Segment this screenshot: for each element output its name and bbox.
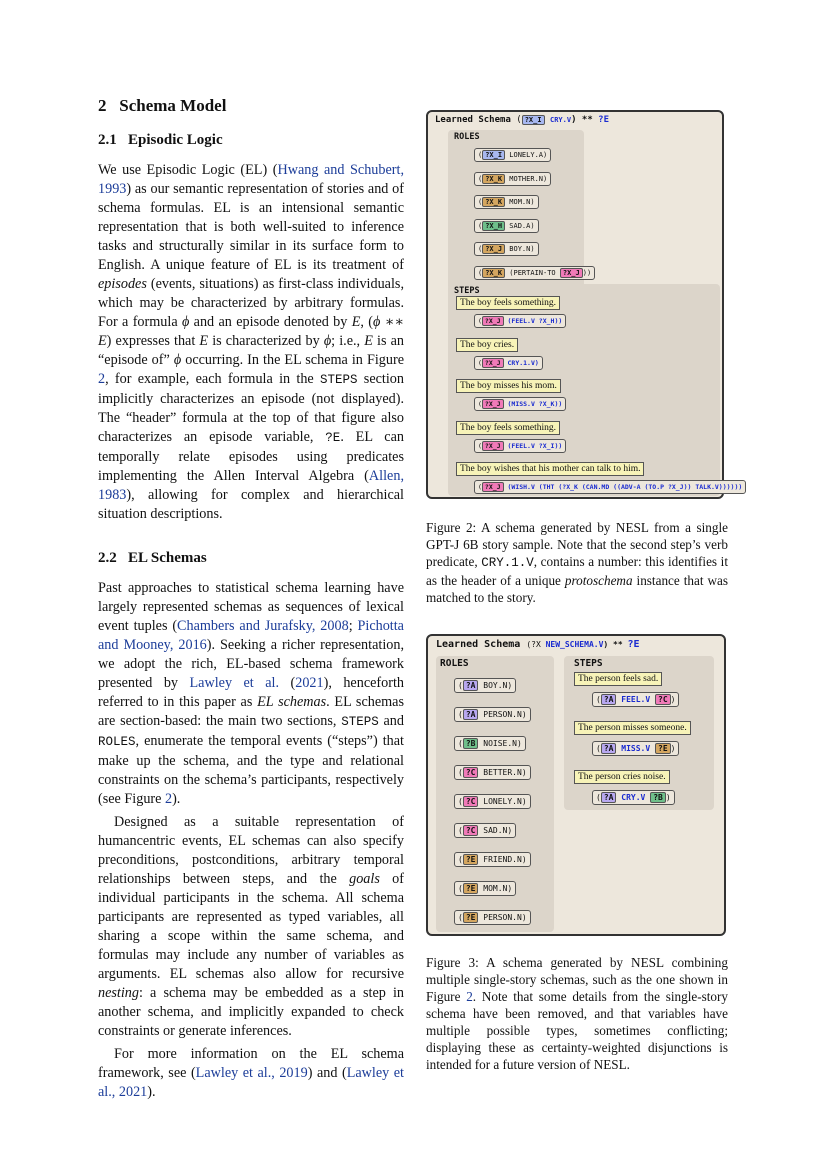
role-variable: ?X_K <box>482 268 505 278</box>
fig2-roles-label: ROLES <box>454 132 480 142</box>
fig3-header: Learned Schema (?X NEW_SCHEMA.V) ** ?E <box>436 639 640 650</box>
step-argument: ?B <box>650 792 666 803</box>
fig2-step-text: The boy feels something. <box>456 421 560 435</box>
fig3-role: ( ?C BETTER.N) <box>454 765 531 780</box>
fig2-role: ( ?X_J BOY.N) <box>474 242 539 256</box>
step-predicate: (FEEL.V ?X_I)) <box>503 441 563 450</box>
step-predicate: FEEL.V <box>616 695 655 704</box>
step-predicate: MISS.V <box>616 744 655 753</box>
step-variable: ?X_J <box>482 316 504 326</box>
figure-3-caption: Figure 3: A schema generated by NESL combining multiple single-story schemas, such as the one shown in Figure 2. Note that some details from the single-story schema have been removed, and that variables have multiple possible types, sometimes conflicting; displaying these as certainty-weighted disjunctions is intended for a future version of NESL. <box>426 955 728 1072</box>
step-predicate: CRY.1.V) <box>503 358 539 367</box>
paragraph-el-intro: We use Episodic Logic (EL) (Hwang and Schubert, 1993) as our semantic representation of stories and of schema formulas. EL is an intensional semantic representation that is both well-suited to inference tasks and structurally similar in its surface form to English. A unique feature of EL is its treatment of episodes (events, situations) as first-class individuals, which may be characterized by arbitrary formulas. For a formula ϕ and an episode denoted by E, (ϕ ∗∗ E) expresses that E is characterized by ϕ; i.e., E is an “episode of” ϕ occurring. In the EL schema in Figure 2, for example, each formula in the STEPS section implicitly characterizes an episode (not displayed). The “header” formula at the top of that figure also characterizes an episode variable, ?E. EL can temporally relate episodes using predicates implementing the Allen Interval Algebra (Allen, 1983), allowing for complex and hierarchical situation descriptions. <box>98 162 404 522</box>
role-predicate: BOY.N) <box>505 245 535 253</box>
fig2-step-formula: ( ?X_J (MISS.V ?X_K)) <box>474 397 566 411</box>
role-predicate: (PERTAIN-TO <box>505 268 556 277</box>
fig3-steps-label: STEPS <box>574 658 603 669</box>
role-predicate: PERSON.N) <box>478 913 527 922</box>
fig2-step-formula: ( ?X_J CRY.1.V) <box>474 356 543 370</box>
fig3-step-formula: ( ?A FEEL.V ?C ) <box>592 692 679 707</box>
fig3-role: ( ?E PERSON.N) <box>454 910 531 925</box>
step-argument: ?E <box>655 743 671 754</box>
paragraph-designed: Designed as a suitable representation of humancentric events, EL schemas can also specify preconditions, postconditions, arbitrary temporal relationships between steps, and the goals of individual participants in the schema. All schema participants are represented as typed variables, all sharing a scope within the same schema, and formulas may include any number of variables as arguments. EL schemas also allow for recursive nesting: a schema may be embedded as a step in another schema, and implicitly expanded to check constraints or generate inferences. <box>98 814 404 1039</box>
role-predicate: MOM.N) <box>478 884 513 893</box>
fig3-role: ( ?C SAD.N) <box>454 823 516 838</box>
role-variable: ?X_K <box>482 174 505 184</box>
role-variable: ?X_J <box>482 244 505 254</box>
role-variable: ?X_K <box>482 197 505 207</box>
fig2-role: ( ?X_K (PERTAIN-TO ?X_J )) <box>474 266 595 280</box>
paragraph-el-schemas: Past approaches to statistical schema learning have largely represented schemas as sequences of lexical event tuples (Chambers and Jurafsky, 2008; Pichotta and Mooney, 2016). Seeking a richer representation, we adopt the rich, EL-based schema framework presented by Lawley et al. (2021), henceforth referred to in this paper as EL schemas. EL schemas are section-based: the main two sections, STEPS and ROLES, enumerate the temporal events (“steps”) that make up the schema, and the type and relational constraints on the schema’s participants, respectively (see Figure 2). <box>98 580 404 807</box>
figure-2-caption: Figure 2: A schema generated by NESL from a single GPT-J 6B story sample. Note that the second step’s verb predicate, CRY.1.V, contains a number: this identifies it as the header of a unique protoschema instance that was matched to the story. <box>426 520 729 605</box>
role-predicate: SAD.A) <box>505 221 535 230</box>
fig2-header: Learned Schema ( ?X_I CRY.V) ** ?E <box>435 115 609 125</box>
step-variable: ?X_J <box>482 482 504 492</box>
step-predicate: CRY.V <box>616 793 651 802</box>
role-variable: ?B <box>463 738 479 749</box>
left-column <box>98 96 404 1102</box>
step-argument: ?C <box>655 694 671 705</box>
role-predicate: BOY.N) <box>478 681 513 690</box>
section-heading: 2 Schema Model <box>98 96 227 115</box>
role-variable: ?X_H <box>482 221 505 231</box>
role-variable: ?C <box>463 796 479 807</box>
fig2-role: ( ?X_K MOM.N) <box>474 195 539 209</box>
role-variable: ?E <box>463 912 479 923</box>
role-predicate: MOTHER.N) <box>505 174 548 183</box>
role-predicate: BETTER.N) <box>478 768 527 777</box>
fig3-step-formula: ( ?A CRY.V ?B ) <box>592 790 675 805</box>
role-variable: ?C <box>463 767 479 778</box>
role-predicate: MOM.N) <box>505 198 535 206</box>
step-predicate: (MISS.V ?X_K)) <box>503 400 563 408</box>
role-predicate: SAD.N) <box>478 826 513 835</box>
fig2-step-text: The boy feels something. <box>456 296 560 310</box>
step-predicate: (FEEL.V ?X_H)) <box>503 317 563 325</box>
fig2-step-text: The boy cries. <box>456 338 518 352</box>
step-variable: ?A <box>601 743 617 754</box>
fig2-role: ( ?X_H SAD.A) <box>474 219 539 233</box>
fig2-step-formula: ( ?X_J (WISH.V (THT (?X_K (CAN.MD ((ADV-A (TO.P ?X_J)) TALK.V)))))) <box>474 480 746 494</box>
fig2-role: ( ?X_K MOTHER.N) <box>474 172 551 186</box>
fig3-role: ( ?B NOISE.N) <box>454 736 526 751</box>
fig2-steps-label: STEPS <box>454 286 480 296</box>
role-variable: ?E <box>463 854 479 865</box>
paragraph-more-info: For more information on the EL schema framework, see (Lawley et al., 2019) and (Lawley et al., 2021). <box>98 1046 405 1100</box>
role-predicate: LONELY.A) <box>505 151 548 159</box>
role-predicate: PERSON.N) <box>478 710 527 719</box>
fig3-step-text: The person misses someone. <box>574 721 691 735</box>
fig2-step-formula: ( ?X_J (FEEL.V ?X_I)) <box>474 439 566 453</box>
fig3-step-text: The person feels sad. <box>574 672 662 686</box>
role-predicate: )) <box>582 268 592 277</box>
fig3-step-text: The person cries noise. <box>574 770 670 784</box>
role-variable: ?E <box>463 883 479 894</box>
fig3-role: ( ?A BOY.N) <box>454 678 516 693</box>
figure-3-schema <box>426 634 726 936</box>
subsection-heading-episodic-logic: 2.1 Episodic Logic <box>98 132 223 148</box>
fig2-step-text: The boy misses his mom. <box>456 379 561 393</box>
fig3-role: ( ?A PERSON.N) <box>454 707 531 722</box>
role-variable: ?C <box>463 825 479 836</box>
fig2-step-text: The boy wishes that his mother can talk to him. <box>456 462 644 476</box>
step-variable: ?X_J <box>482 441 504 451</box>
role-variable: ?A <box>463 709 479 720</box>
fig3-role: ( ?E MOM.N) <box>454 881 516 896</box>
fig2-role: ( ?X_I LONELY.A) <box>474 148 551 162</box>
step-variable: ?A <box>601 694 617 705</box>
fig3-role: ( ?E FRIEND.N) <box>454 852 531 867</box>
fig3-step-formula: ( ?A MISS.V ?E ) <box>592 741 679 756</box>
fig3-role: ( ?C LONELY.N) <box>454 794 531 809</box>
step-variable: ?A <box>601 792 617 803</box>
step-variable: ?X_J <box>482 399 504 409</box>
fig3-roles-label: ROLES <box>440 658 469 669</box>
right-column <box>426 110 743 1073</box>
role-variable: ?A <box>463 680 479 691</box>
subsection-heading-el-schemas: 2.2 EL Schemas <box>98 550 207 566</box>
role-variable: ?X_J <box>560 268 583 278</box>
role-predicate: FRIEND.N) <box>478 855 527 864</box>
role-predicate: LONELY.N) <box>478 797 527 806</box>
fig2-step-formula: ( ?X_J (FEEL.V ?X_H)) <box>474 314 566 328</box>
step-predicate: (WISH.V (THT (?X_K (CAN.MD ((ADV-A (TO.P ?X_J)) TALK.V)))))) <box>503 483 743 491</box>
step-variable: ?X_J <box>482 358 504 368</box>
role-predicate: NOISE.N) <box>478 739 522 748</box>
role-variable: ?X_I <box>482 150 505 160</box>
figure-2-schema <box>426 110 743 499</box>
